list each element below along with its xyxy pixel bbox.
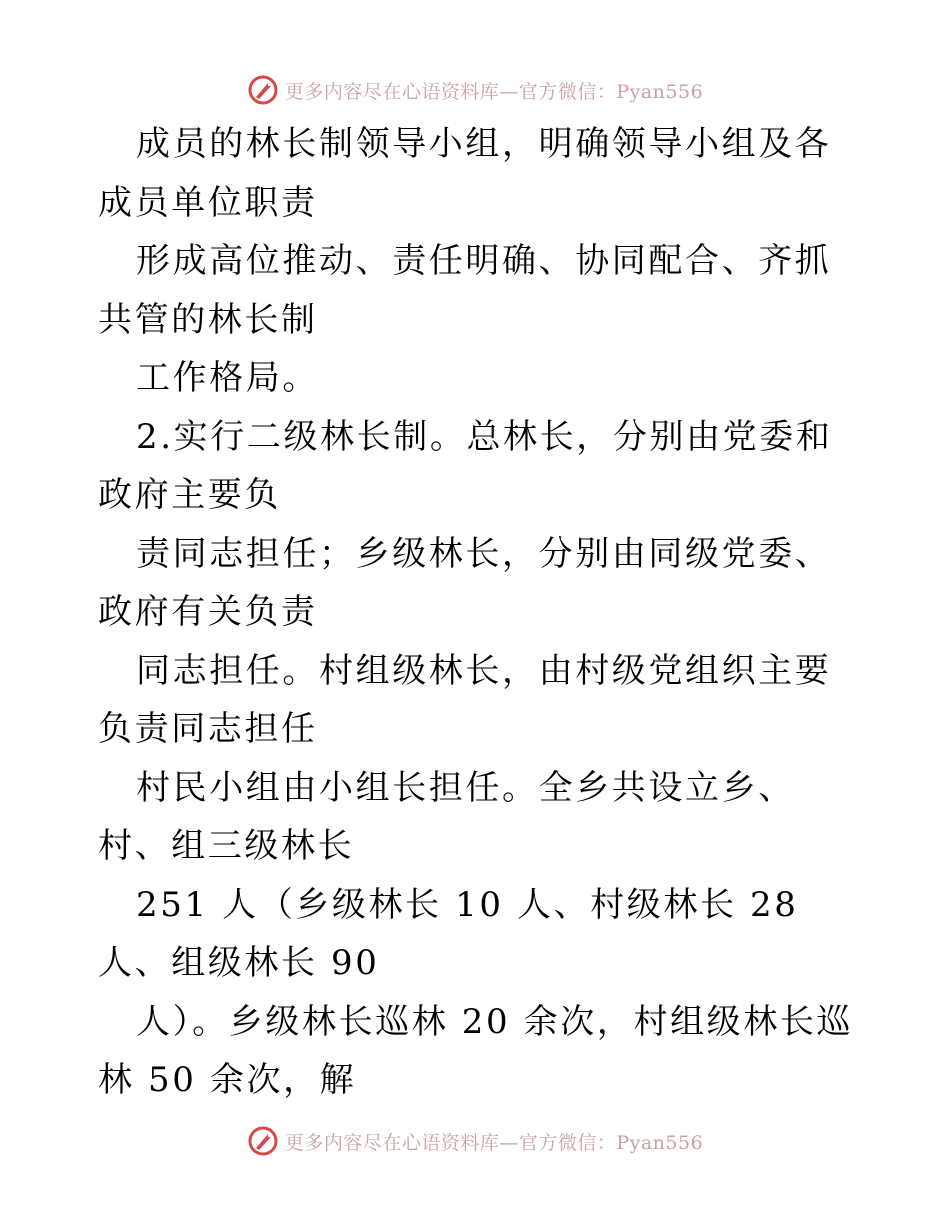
paragraph-1: 成员的林长制领导小组，明确领导小组及各成员单位职责 <box>98 124 832 223</box>
footer-banner-text: 更多内容尽在心语资料库—官方微信：Pyan556 <box>284 1131 704 1154</box>
footer-banner <box>0 1121 950 1161</box>
paragraph-7: 村民小组由小组长担任。全乡共设立乡、村、组三级林长 <box>98 767 795 866</box>
paragraph-2: 形成高位推动、责任明确、协同配合、齐抓共管的林长制 <box>98 241 832 340</box>
pen-nib-logo-icon <box>247 1125 279 1157</box>
paragraph-6: 同志担任。村组级林长，由村级党组织主要负责同志担任 <box>98 650 832 749</box>
pen-nib-logo-icon <box>247 74 279 106</box>
header-banner-inner <box>247 74 703 106</box>
header-banner <box>0 70 950 110</box>
document-body <box>98 115 858 1110</box>
paragraph-9: 人）。乡级林长巡林 20 余次，村组级林长巡林 50 余次，解 <box>98 1001 854 1100</box>
paragraph-4: 2.实行二级林长制。总林长，分别由党委和政府主要负 <box>98 416 833 515</box>
header-banner-text: 更多内容尽在心语资料库—官方微信：Pyan556 <box>284 80 704 103</box>
paragraph-3: 工作格局。 <box>136 358 319 398</box>
paragraph-8: 251 人（乡级林长 10 人、村级林长 28 人、组级林长 90 <box>98 884 799 983</box>
paragraph-5: 责同志担任；乡级林长，分别由同级党委、政府有关负责 <box>98 533 832 632</box>
footer-banner-inner <box>247 1125 703 1157</box>
